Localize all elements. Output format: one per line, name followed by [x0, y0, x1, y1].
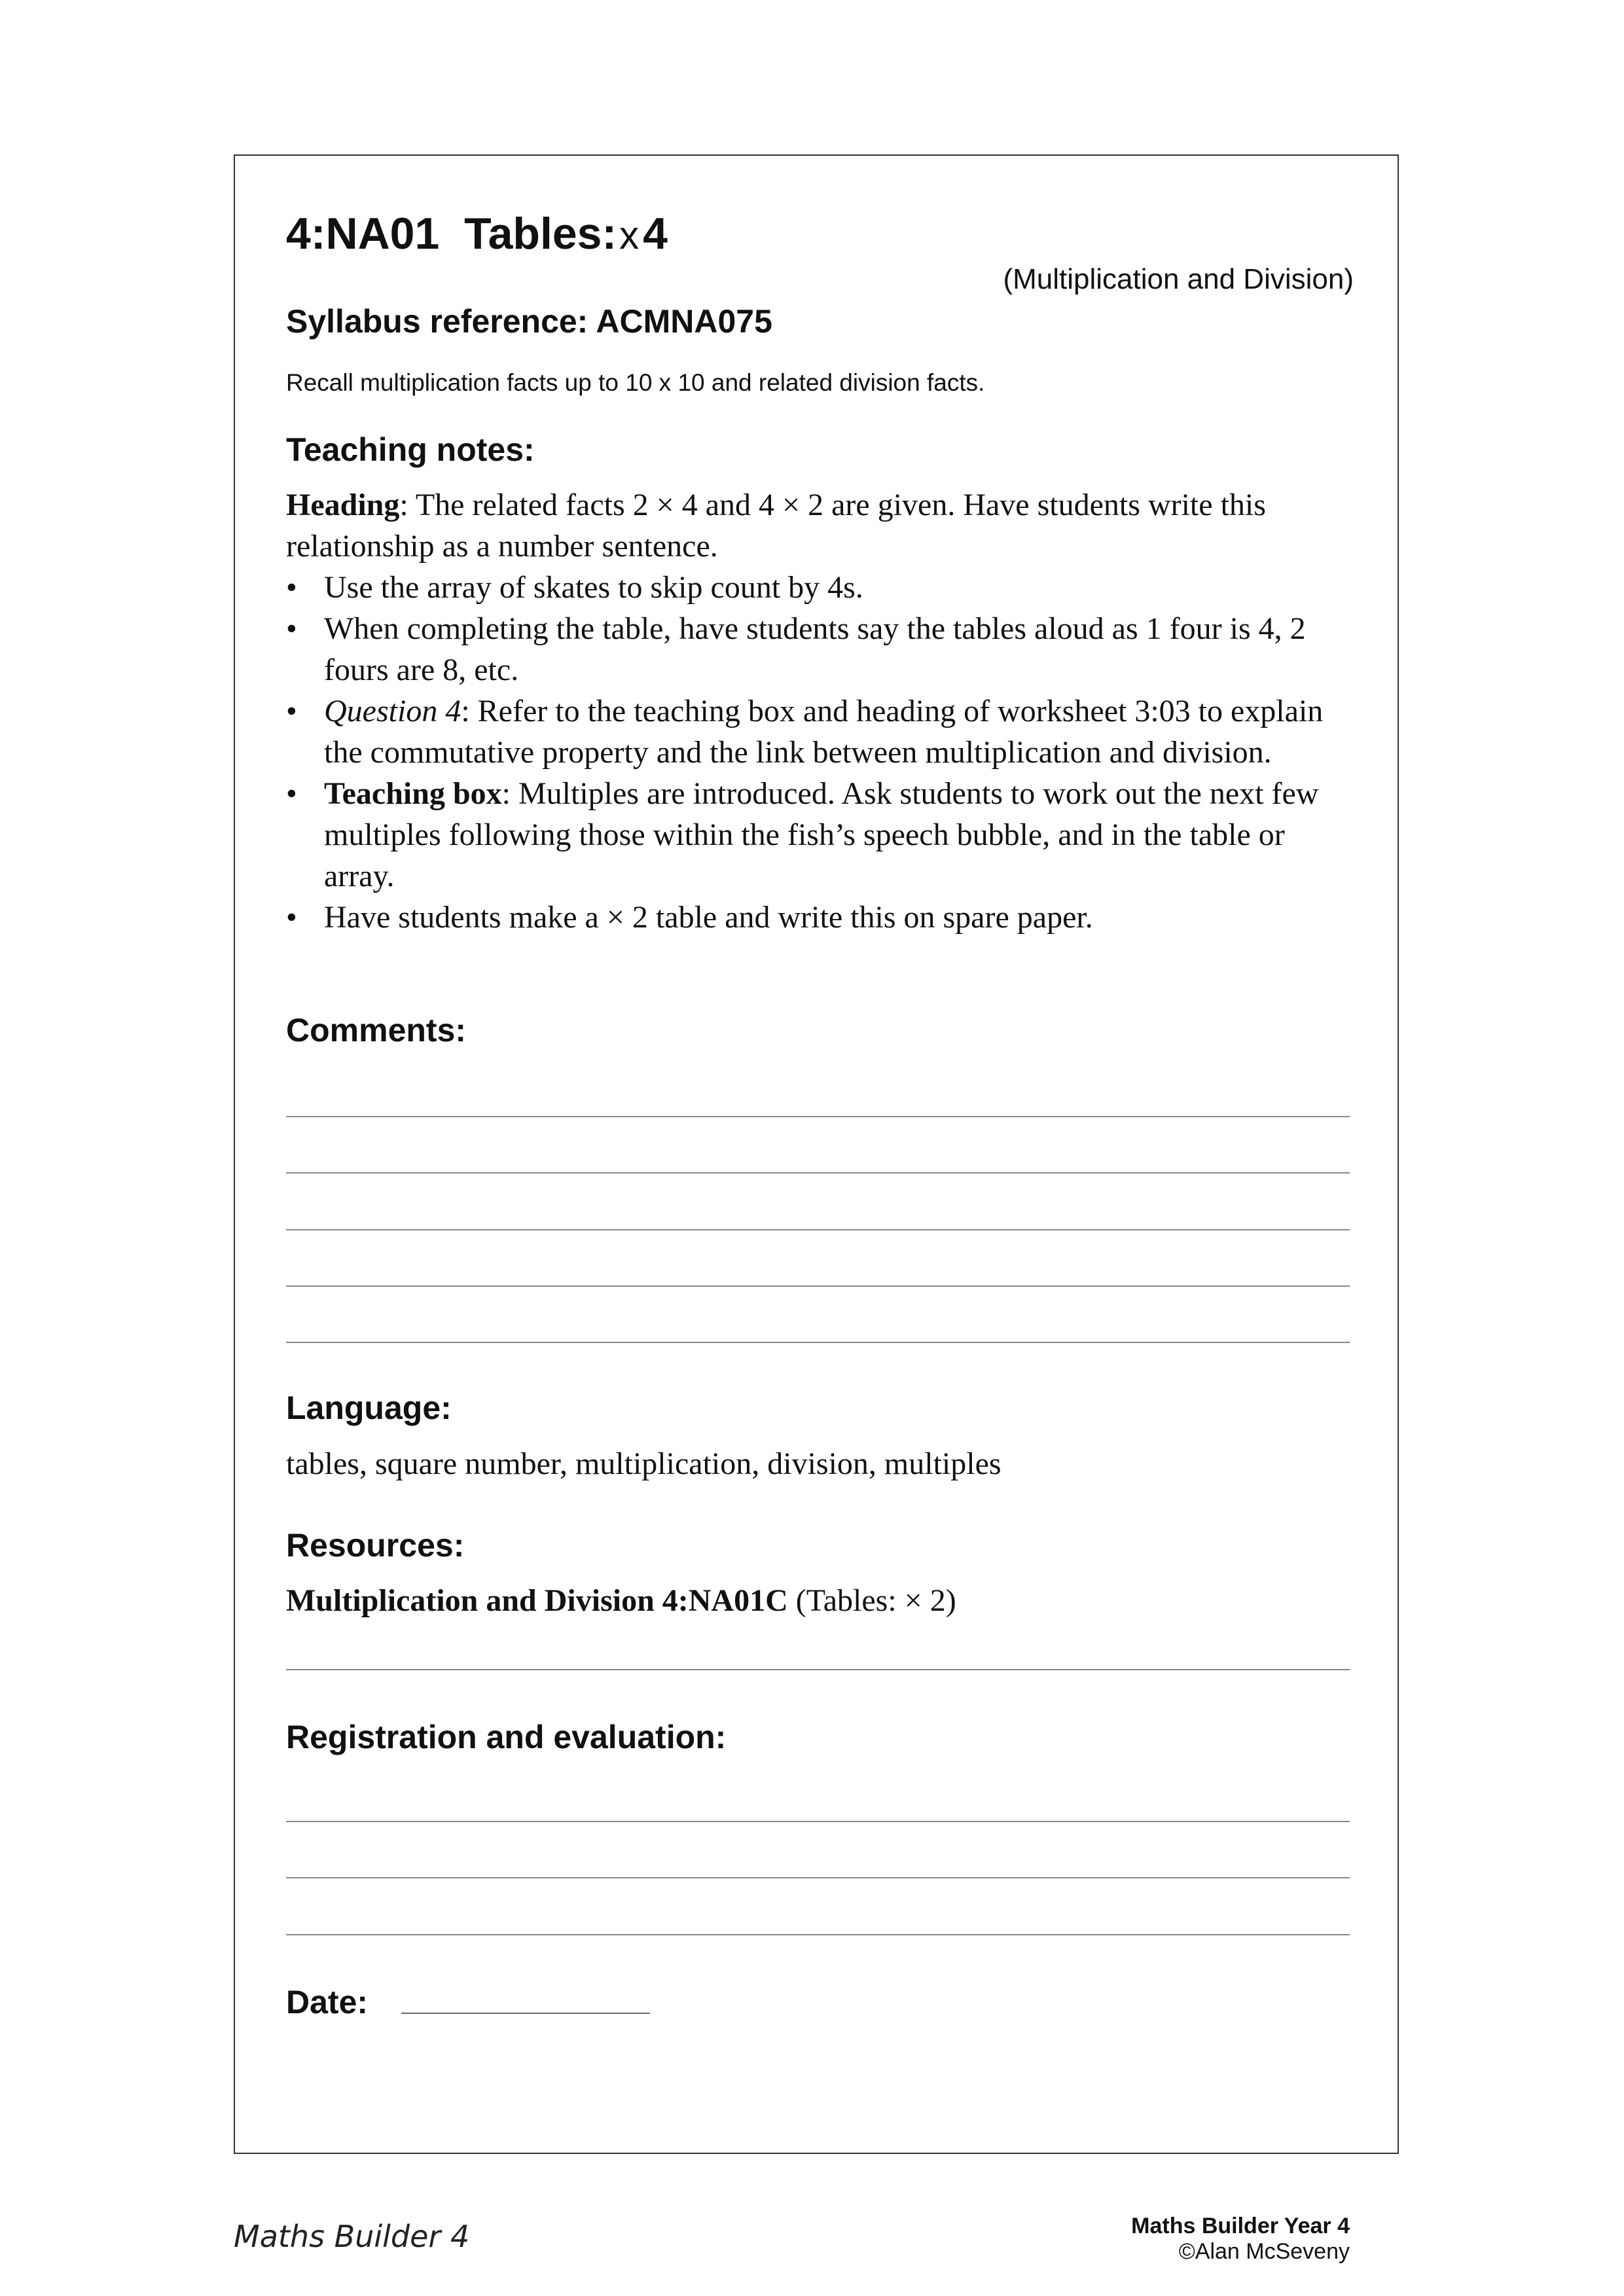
resources-item-text: (Tables: × 2)	[787, 1583, 956, 1618]
resources-item-bold: Multiplication and Division 4:NA01C	[286, 1583, 788, 1618]
page-title	[286, 208, 668, 259]
syllabus-description: Recall multiplication facts up to 10 x 10 and related division facts.	[286, 369, 985, 396]
bullet-text: : Multiples are introduced. Ask students to work out the next few multiples following those within the fish’s speech bubble, and in the table or array.	[324, 776, 1319, 893]
comments-line	[286, 1285, 1350, 1287]
comments-line	[286, 1116, 1350, 1117]
date-line	[401, 2013, 650, 2014]
list-item	[286, 567, 1360, 608]
resources-heading: Resources:	[286, 1527, 465, 1564]
footer-left: Maths Builder 4	[234, 2219, 470, 2254]
bullet-text: Have students make a × 2 table and write this on spare paper.	[324, 900, 1093, 935]
comments-line	[286, 1342, 1350, 1343]
comments-heading: Comments:	[286, 1012, 467, 1049]
bullet-text: : Refer to the teaching box and heading of worksheet 3:03 to explain the commutative property and the link between multiplication and division.	[324, 694, 1324, 770]
resources-item	[286, 1580, 956, 1621]
bullet-icon: •	[286, 611, 297, 646]
date-label: Date:	[286, 1984, 369, 2020]
language-heading: Language:	[286, 1390, 452, 1426]
intro-bold: Heading	[286, 488, 400, 522]
comments-line	[286, 1172, 1350, 1174]
comments-line	[286, 1229, 1350, 1230]
worksheet-code: 4:NA01	[286, 209, 440, 259]
registration-line	[286, 1821, 1350, 1822]
bullet-icon: •	[286, 776, 297, 811]
footer-title: Maths Builder Year 4	[1131, 2214, 1350, 2238]
bullet-text: When completing the table, have students say the tables aloud as 1 four is 4, 2 fours are 8, etc.	[324, 611, 1306, 687]
times-symbol: x	[619, 213, 640, 257]
list-item	[286, 608, 1360, 691]
teaching-notes-heading: Teaching notes:	[286, 431, 535, 468]
resources-line	[286, 1669, 1350, 1670]
list-item	[286, 773, 1360, 897]
category-label: (Multiplication and Division)	[1003, 263, 1354, 295]
bullet-text: Use the array of skates to skip count by 4s.	[324, 570, 863, 605]
footer-copyright: ©Alan McSeveny	[1178, 2239, 1350, 2264]
teaching-notes-list	[286, 567, 1360, 938]
registration-heading: Registration and evaluation:	[286, 1719, 727, 1755]
title-number: 4	[643, 209, 668, 259]
bullet-lead-italic: Question 4	[324, 694, 461, 728]
language-text: tables, square number, multiplication, division, multiples	[286, 1446, 1001, 1481]
list-item	[286, 691, 1360, 773]
list-item	[286, 897, 1360, 938]
bullet-lead-bold: Teaching box	[324, 776, 502, 811]
registration-line	[286, 1877, 1350, 1878]
syllabus-heading: Syllabus reference: ACMNA075	[286, 303, 772, 340]
bullet-icon: •	[286, 694, 297, 728]
title-word: Tables:	[464, 209, 617, 259]
teaching-notes-body	[286, 484, 1360, 938]
registration-line	[286, 1934, 1350, 1935]
bullet-icon: •	[286, 900, 297, 935]
intro-text: : The related facts 2 × 4 and 4 × 2 are given. Have students write this relationship as a number sentence.	[286, 488, 1266, 564]
teaching-notes-intro	[286, 484, 1360, 567]
bullet-icon: •	[286, 570, 297, 605]
footer-right	[1131, 2214, 1350, 2265]
